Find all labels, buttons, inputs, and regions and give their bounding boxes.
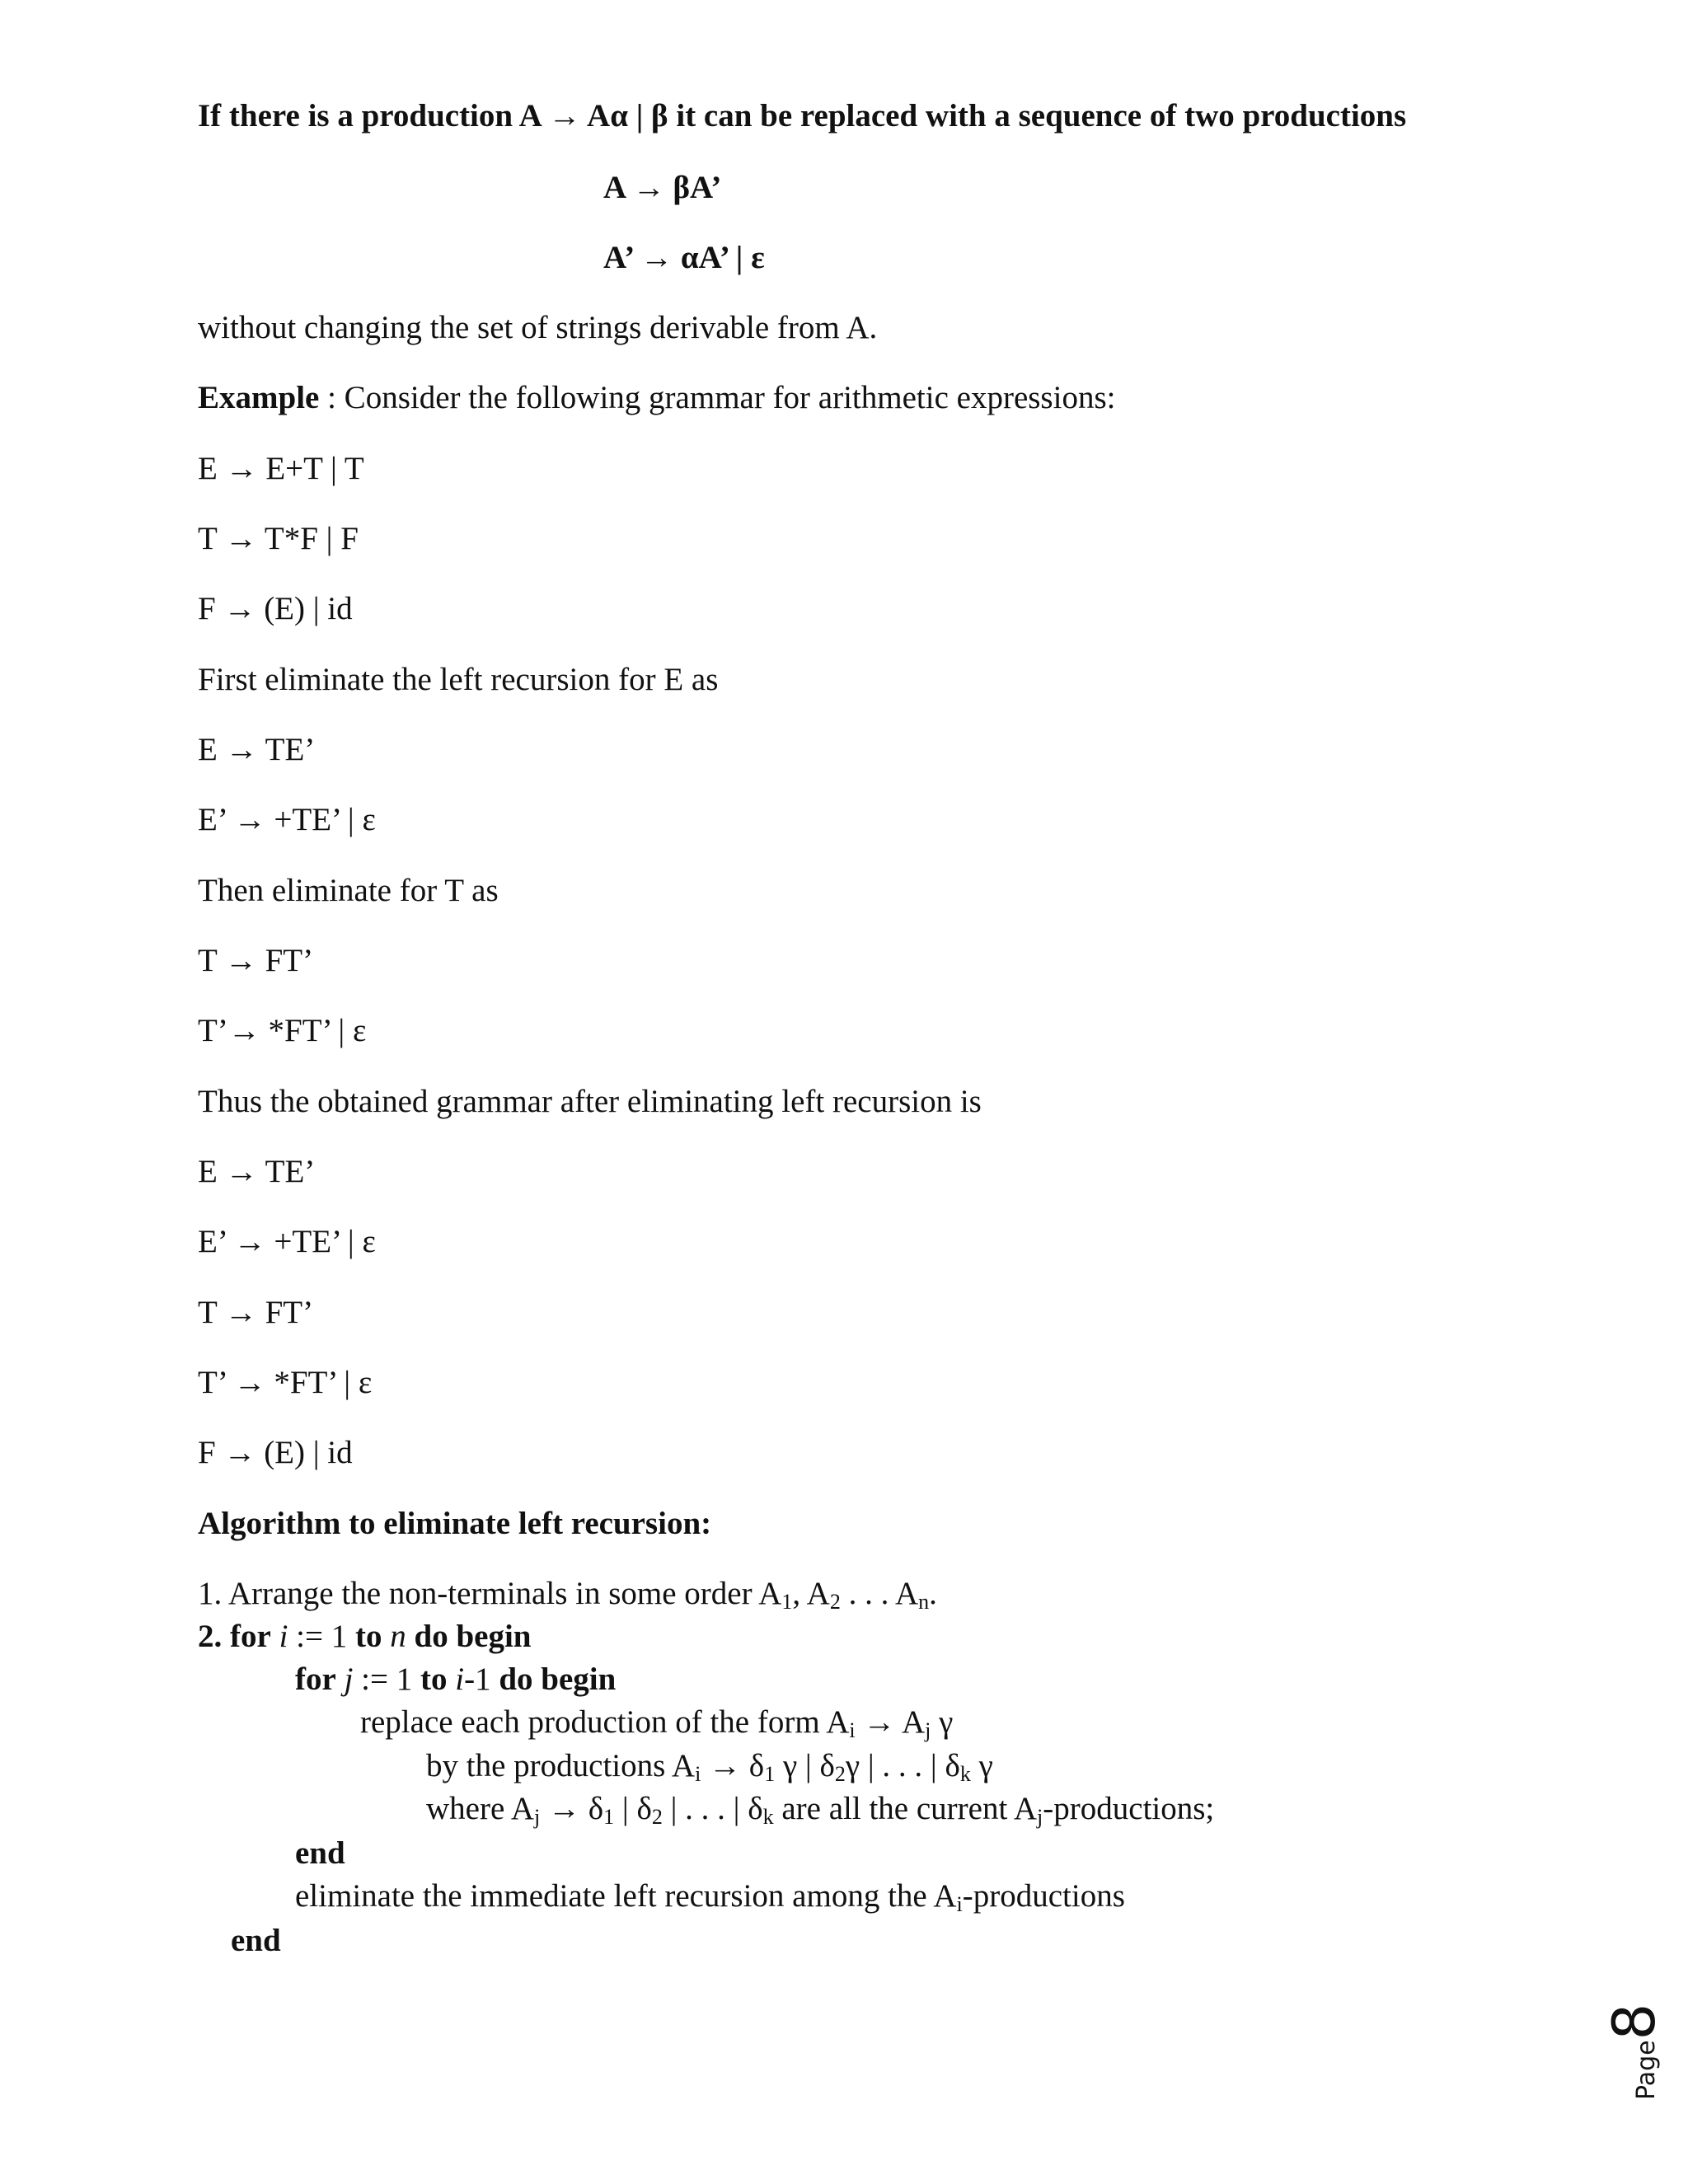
code-text: := 1 xyxy=(288,1619,355,1654)
page-word: Page xyxy=(1632,2040,1661,2100)
code-text: replace each production of the form A xyxy=(360,1704,850,1740)
subscript: i xyxy=(849,1718,856,1742)
code-text: | δ xyxy=(614,1791,652,1826)
step-t-intro: Then eliminate for T as xyxy=(198,873,499,908)
result-rule-2: E’ → +TE’ | ε xyxy=(198,1224,376,1259)
keyword: do begin xyxy=(414,1619,532,1654)
result-rule-1: E → TE’ xyxy=(198,1154,316,1189)
grammar-rule-t: T → T*F | F xyxy=(198,521,359,556)
subscript: k xyxy=(959,1762,971,1786)
code-text: -productions xyxy=(962,1878,1125,1914)
subscript: 1 xyxy=(781,1590,793,1614)
keyword: to xyxy=(420,1661,448,1697)
page-number xyxy=(1596,1978,1668,2110)
subscript: k xyxy=(762,1805,774,1829)
production-a-prime: A’ → αA’ | ε xyxy=(603,240,765,275)
grammar-rule-f: F → (E) | id xyxy=(198,591,353,626)
algorithm-replace-line xyxy=(360,1704,953,1742)
code-text: by the productions A xyxy=(426,1748,696,1783)
subscript: i xyxy=(956,1892,963,1916)
example-text: : Consider the following grammar for arithmetic expressions: xyxy=(319,380,1116,415)
algorithm-where-line xyxy=(426,1790,1214,1829)
variable: j xyxy=(344,1661,354,1697)
code-text: are all the current A xyxy=(773,1791,1038,1826)
step-t-rule-2: T’→ *FT’ | ε xyxy=(198,1013,367,1048)
keyword: do begin xyxy=(499,1661,617,1697)
algorithm-outer-end: end xyxy=(231,1923,281,1958)
subscript: j xyxy=(1037,1805,1043,1829)
subscript: 2 xyxy=(834,1762,846,1786)
step-t-rule-1: T → FT’ xyxy=(198,943,314,978)
code-text: | . . . | δ xyxy=(662,1791,763,1826)
keyword: for xyxy=(295,1661,336,1697)
algorithm-step-1 xyxy=(198,1575,937,1614)
algorithm-eliminate-line xyxy=(295,1877,1125,1916)
code-text: γ | . . . | δ xyxy=(845,1748,960,1783)
code-text: -productions; xyxy=(1043,1791,1215,1826)
result-intro: Thus the obtained grammar after eliminating left recursion is xyxy=(198,1084,982,1119)
code-text: eliminate the immediate left recursion among the A xyxy=(295,1878,957,1914)
algorithm-inner-for xyxy=(295,1661,616,1699)
code-text: → δ xyxy=(540,1791,604,1826)
step-1-text: . . . A xyxy=(840,1576,919,1611)
example-intro xyxy=(198,379,1115,418)
code-text: γ xyxy=(931,1704,954,1740)
variable: i xyxy=(455,1661,465,1697)
result-rule-3: T → FT’ xyxy=(198,1295,314,1330)
algorithm-by-line xyxy=(426,1747,993,1786)
keyword: 2. for xyxy=(198,1619,271,1654)
code-text: → A xyxy=(855,1704,926,1740)
step-e-rule-2: E’ → +TE’ | ε xyxy=(198,802,376,837)
example-label: Example xyxy=(198,380,320,415)
code-text: -1 xyxy=(464,1661,499,1697)
code-text: γ xyxy=(970,1748,993,1783)
production-a: A → βA’ xyxy=(603,170,722,205)
variable: i xyxy=(279,1619,288,1654)
code-text: where A xyxy=(426,1791,535,1826)
step-e-rule-1: E → TE’ xyxy=(198,732,316,767)
rule-sentence: If there is a production A → Aα | β it can be replaced with a sequence of two productions xyxy=(198,98,1407,134)
code-text: → δ xyxy=(701,1748,765,1783)
algorithm-heading: Algorithm to eliminate left recursion: xyxy=(198,1506,712,1541)
algorithm-step-2 xyxy=(198,1618,531,1657)
subscript: 1 xyxy=(603,1805,615,1829)
subscript: i xyxy=(695,1762,701,1786)
subscript: j xyxy=(534,1805,541,1829)
algorithm-inner-end: end xyxy=(295,1835,345,1871)
subscript: n xyxy=(918,1590,930,1614)
subscript: 2 xyxy=(651,1805,663,1829)
rule-conclusion: without changing the set of strings derivable from A. xyxy=(198,310,878,345)
step-1-text: . xyxy=(929,1576,937,1611)
code-text: := 1 xyxy=(353,1661,420,1697)
code-text: γ | δ xyxy=(775,1748,835,1783)
grammar-rule-e: E → E+T | T xyxy=(198,451,364,486)
step-e-intro: First eliminate the left recursion for E as xyxy=(198,662,719,697)
step-1-text: , A xyxy=(792,1576,830,1611)
keyword: to xyxy=(355,1619,382,1654)
page-digit: 8 xyxy=(1601,2003,1668,2041)
result-rule-5: F → (E) | id xyxy=(198,1435,353,1470)
step-1-text: 1. Arrange the non-terminals in some order A xyxy=(198,1576,782,1611)
page-number-rotated xyxy=(1601,2003,1668,2100)
subscript: 1 xyxy=(764,1762,776,1786)
subscript: j xyxy=(925,1718,931,1742)
subscript: 2 xyxy=(829,1590,841,1614)
variable: n xyxy=(390,1619,406,1654)
result-rule-4: T’ → *FT’ | ε xyxy=(198,1365,373,1400)
